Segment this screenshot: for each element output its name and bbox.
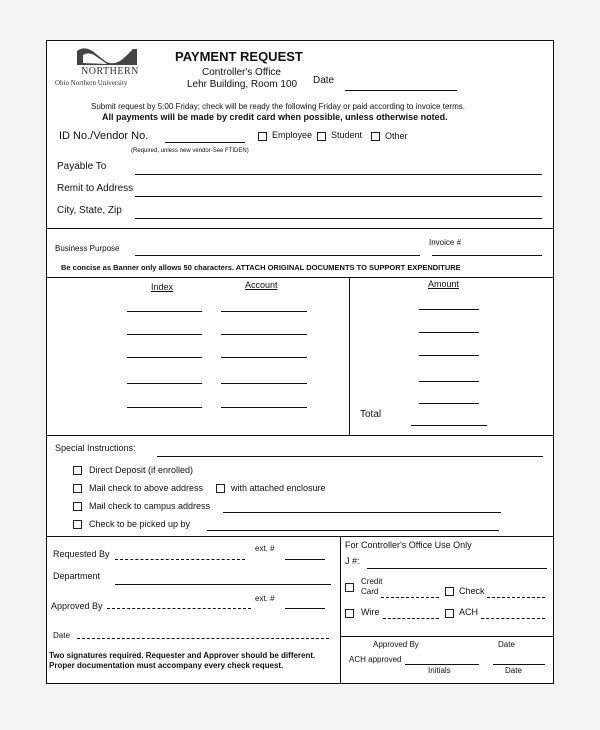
department-label: Department: [53, 571, 101, 581]
form-title: PAYMENT REQUEST: [175, 49, 303, 64]
office-name: Controller's Office: [202, 67, 281, 78]
check-checkbox[interactable]: [445, 587, 454, 596]
ach-checkbox[interactable]: [445, 609, 454, 618]
vendor-id-field[interactable]: [165, 142, 245, 143]
controller-date-label: Date: [498, 640, 515, 649]
campus-address-field[interactable]: [223, 512, 501, 513]
section-divider: [47, 536, 553, 537]
ext-field[interactable]: [285, 559, 325, 560]
signature-note: Two signatures required. Requester and Approver should be different.: [49, 651, 316, 660]
controller-approved-by-label: Approved By: [373, 640, 419, 649]
approved-by-label: Approved By: [51, 601, 103, 611]
logo-university: Ohio Northern University: [55, 79, 128, 87]
payable-to-label: Payable To: [57, 161, 107, 172]
business-purpose-label: Business Purpose: [55, 244, 120, 253]
account-field[interactable]: [221, 311, 307, 312]
invoice-label: Invoice #: [429, 238, 462, 247]
direct-deposit-label: Direct Deposit (if enrolled): [89, 465, 194, 475]
ach-field[interactable]: [481, 618, 545, 619]
section-divider: [47, 277, 553, 278]
direct-deposit-checkbox[interactable]: [73, 466, 82, 475]
other-checkbox[interactable]: [371, 132, 380, 141]
index-field[interactable]: [127, 383, 202, 384]
total-field[interactable]: [411, 425, 487, 426]
documentation-note: Proper documentation must accompany every check request.: [49, 661, 284, 670]
student-option-label: Student: [331, 130, 363, 140]
index-field[interactable]: [127, 407, 202, 408]
amount-field[interactable]: [419, 355, 479, 356]
requested-by-label: Requested By: [53, 549, 110, 559]
mail-campus-checkbox[interactable]: [73, 502, 82, 511]
journal-number-field[interactable]: [367, 568, 547, 569]
invoice-field[interactable]: [432, 255, 542, 256]
special-instructions-label: Special Instructions:: [55, 443, 136, 453]
student-checkbox[interactable]: [317, 132, 326, 141]
vendor-required-note: (Required, unless new vendor-See FTIDEN): [131, 148, 249, 154]
index-column-header: Index: [151, 282, 174, 292]
approved-by-field[interactable]: [107, 608, 251, 609]
index-field[interactable]: [127, 357, 202, 358]
credit-card-label-2: Card: [361, 587, 379, 596]
section-divider: [47, 228, 553, 229]
journal-number-label: J #:: [345, 556, 360, 566]
remit-address-field[interactable]: [135, 196, 542, 197]
account-field[interactable]: [221, 383, 307, 384]
wire-field[interactable]: [383, 618, 439, 619]
ext-label: ext. #: [255, 594, 275, 603]
account-field[interactable]: [221, 407, 307, 408]
mail-campus-label: Mail check to campus address: [89, 501, 211, 511]
mail-above-checkbox[interactable]: [73, 484, 82, 493]
initials-label: Initials: [428, 666, 451, 675]
wire-label: Wire: [361, 607, 380, 617]
concise-note: Be concise as Banner only allows 50 characters. ATTACH ORIGINAL DOCUMENTS TO SUPPORT EXPENDITURE: [61, 263, 461, 272]
city-state-zip-label: City, State, Zip: [57, 205, 122, 216]
wire-checkbox[interactable]: [345, 609, 354, 618]
office-location: Lehr Building, Room 100: [187, 79, 298, 90]
section-divider: [47, 435, 553, 436]
payment-request-form: [46, 40, 554, 684]
controller-box-border: [340, 536, 341, 683]
approval-date-field[interactable]: [493, 664, 545, 665]
pickup-name-field[interactable]: [207, 530, 499, 531]
total-label: Total: [360, 409, 382, 420]
column-divider: [349, 277, 350, 435]
mail-above-label: Mail check to above address: [89, 483, 204, 493]
credit-card-field[interactable]: [381, 597, 439, 598]
ach-approved-label: ACH approved: [349, 655, 402, 664]
employee-checkbox[interactable]: [258, 132, 267, 141]
amount-field[interactable]: [419, 309, 479, 310]
city-state-zip-field[interactable]: [135, 218, 542, 219]
university-logo: [55, 47, 165, 95]
remit-address-label: Remit to Address: [57, 183, 134, 194]
enclosure-label: with attached enclosure: [231, 483, 326, 493]
account-field[interactable]: [221, 334, 307, 335]
amount-column-header: Amount: [428, 279, 460, 289]
credit-card-note: All payments will be made by credit card when possible, unless otherwise noted.: [102, 112, 448, 122]
requester-date-label: Date: [53, 631, 70, 640]
logo-mark-icon: [75, 47, 139, 67]
amount-field[interactable]: [419, 332, 479, 333]
requested-by-field[interactable]: [115, 559, 245, 560]
check-label: Check: [459, 586, 485, 596]
special-instructions-field[interactable]: [157, 456, 543, 457]
date-field[interactable]: [345, 90, 457, 91]
pickup-label: Check to be picked up by: [89, 519, 191, 529]
controller-title: For Controller's Office Use Only: [345, 540, 472, 550]
enclosure-checkbox[interactable]: [216, 484, 225, 493]
initials-field[interactable]: [405, 664, 479, 665]
ext-label: ext. #: [255, 544, 275, 553]
index-field[interactable]: [127, 311, 202, 312]
vendor-id-label: ID No./Vendor No.: [59, 130, 149, 142]
department-field[interactable]: [115, 584, 331, 585]
amount-field[interactable]: [419, 403, 479, 404]
other-option-label: Other: [385, 131, 408, 141]
ext-field[interactable]: [285, 608, 325, 609]
account-field[interactable]: [221, 357, 307, 358]
pickup-checkbox[interactable]: [73, 520, 82, 529]
approval-date-label: Date: [505, 666, 522, 675]
index-field[interactable]: [127, 334, 202, 335]
ach-label: ACH: [459, 607, 479, 617]
controller-box-divider: [340, 636, 553, 637]
requester-date-field[interactable]: [77, 638, 329, 639]
business-purpose-field[interactable]: [135, 255, 420, 256]
credit-card-label-1: Credit: [361, 577, 383, 586]
logo-name: NORTHERN: [81, 66, 139, 77]
submit-note: Submit request by 5:00 Friday; check will be ready the following Friday or paid according to invoice terms.: [91, 102, 465, 111]
account-column-header: Account: [245, 280, 278, 290]
payable-to-field[interactable]: [135, 174, 542, 175]
credit-card-checkbox[interactable]: [345, 583, 354, 592]
employee-option-label: Employee: [272, 130, 313, 140]
date-label: Date: [313, 75, 335, 86]
amount-field[interactable]: [419, 381, 479, 382]
check-field[interactable]: [487, 597, 545, 598]
